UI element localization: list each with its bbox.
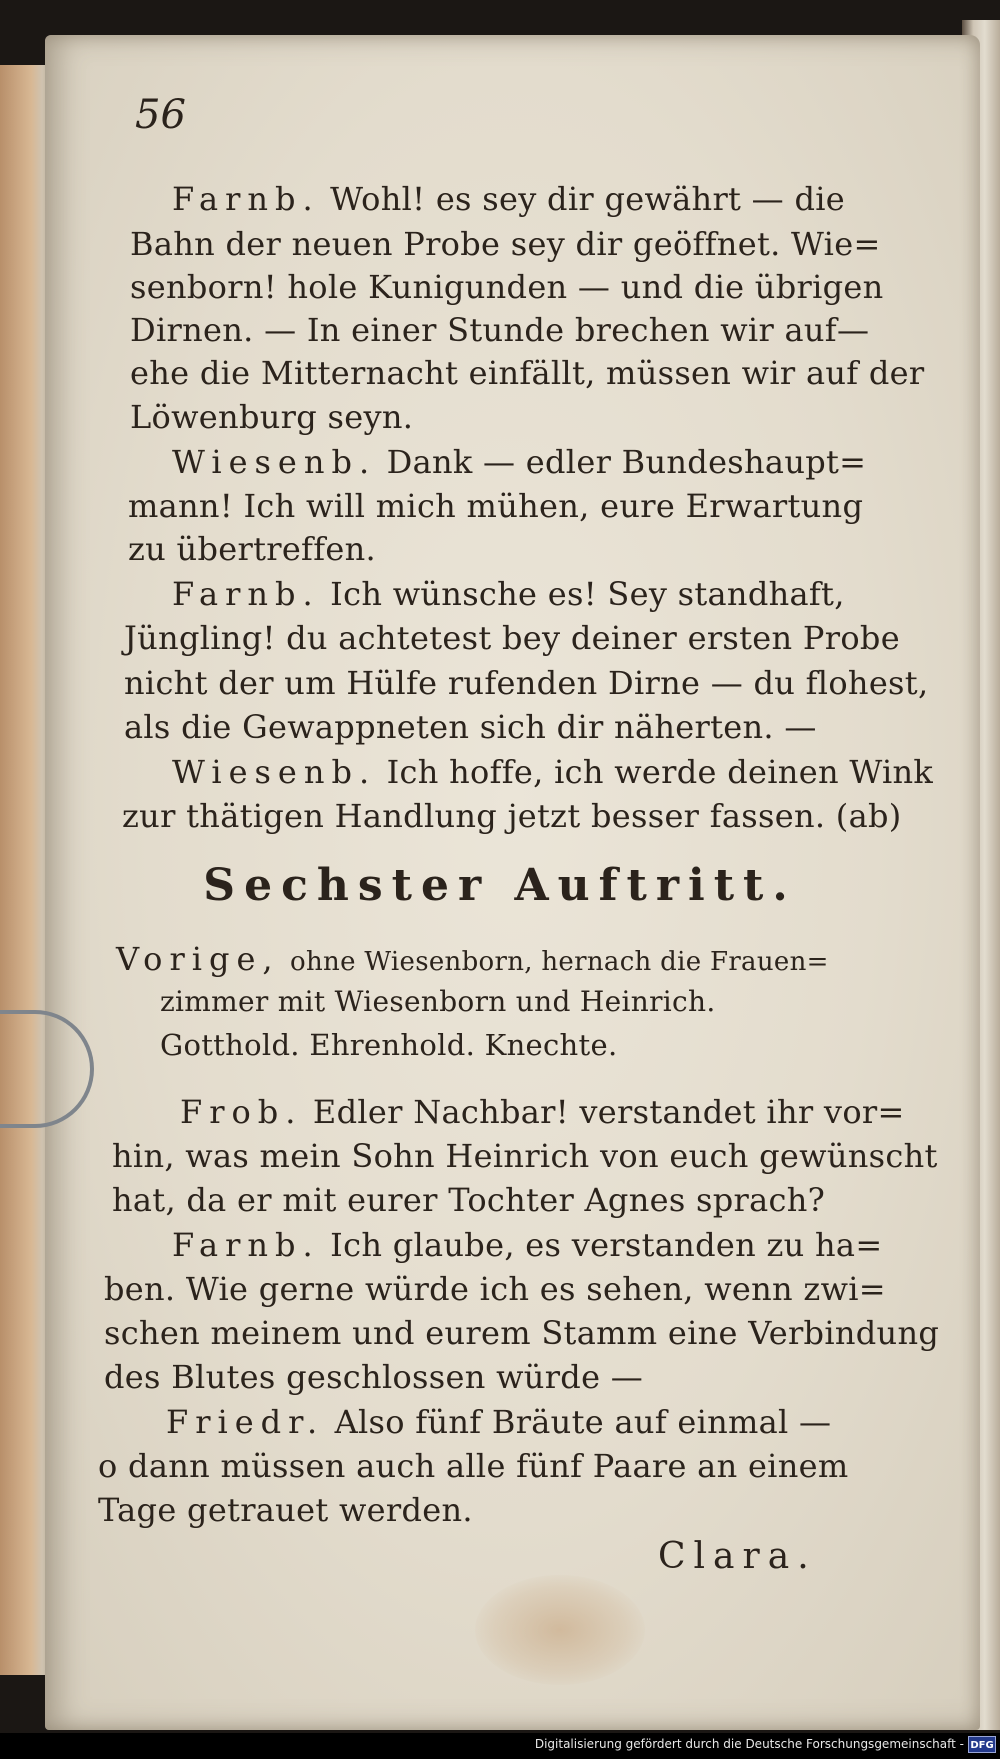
speech-text: Also fünf Bräute auf einmal — (334, 1403, 832, 1441)
text-line: hin, was mein Sohn Heinrich von euch gewünscht (112, 1137, 938, 1175)
text-line: hat, da er mit eurer Tochter Agnes sprach? (112, 1181, 826, 1219)
speech-text: Ich hoffe, ich werde deinen Wink (386, 753, 934, 791)
text-line: mann! Ich will mich mühen, eure Erwartung (128, 487, 864, 525)
text-line: nicht der um Hülfe rufenden Dirne — du flohest, (124, 664, 929, 702)
footer-credit: Digitalisierung gefördert durch die Deutsche Forschungsgemeinschaft - (534, 1737, 964, 1751)
speech-text: Ich glaube, es verstanden zu ha= (330, 1226, 883, 1264)
cast-line (116, 940, 829, 978)
speaker-name: Vorige, (116, 940, 280, 978)
speaker-name: Farnb. (172, 1226, 320, 1264)
text-line: als die Gewappneten sich dir näherten. — (124, 708, 817, 746)
text-line: zur thätigen Handlung jetzt besser fassen. (ab) (122, 797, 902, 835)
text-line: schen meinem und eurem Stamm eine Verbindung (104, 1314, 940, 1352)
text-line (172, 180, 845, 218)
speech-text: Edler Nachbar! verstandet ihr vor= (312, 1093, 905, 1131)
catchword: Clara. (658, 1536, 817, 1577)
text-line (172, 1226, 882, 1264)
text-line: zu übertreffen. (128, 530, 376, 568)
text-line: senborn! hole Kunigunden — und die übrigen (130, 268, 884, 306)
text-line: Löwenburg seyn. (130, 398, 414, 436)
speech-text: Dank — edler Bundeshaupt= (386, 443, 867, 481)
speaker-name: Frob. (180, 1093, 303, 1131)
speech-text: Wohl! es sey dir gewährt — die (330, 180, 845, 218)
footer-bar (0, 1733, 1000, 1759)
text-line (166, 1403, 831, 1441)
cast-line: Gotthold. Ehrenhold. Knechte. (160, 1028, 618, 1062)
speaker-name: Friedr. (166, 1403, 325, 1441)
speaker-name: Farnb. (172, 180, 320, 218)
text-line: ehe die Mitternacht einfällt, müssen wir auf der (130, 354, 925, 392)
text-line: Jüngling! du achtetest bey deiner ersten Probe (124, 619, 900, 657)
page-number: 56 (135, 92, 186, 138)
speaker-name: Wiesenb. (172, 753, 377, 791)
text-line (180, 1093, 905, 1131)
text-line: o dann müssen auch alle fünf Paare an einem (98, 1447, 849, 1485)
text-line (172, 443, 866, 481)
cast-line: zimmer mit Wiesenborn und Heinrich. (160, 985, 716, 1018)
text-line (172, 753, 933, 791)
text-line: ben. Wie gerne würde ich es sehen, wenn zwi= (104, 1270, 886, 1308)
dfg-logo-icon: DFG (968, 1736, 996, 1753)
text-line: des Blutes geschlossen würde — (104, 1358, 644, 1396)
speech-text: Ich wünsche es! Sey standhaft, (330, 575, 845, 613)
text-line: Bahn der neuen Probe sey dir geöffnet. Wie= (130, 225, 881, 263)
text-line (172, 575, 845, 613)
speaker-name: Wiesenb. (172, 443, 377, 481)
text-line: Tage getrauet werden. (98, 1491, 473, 1529)
text-line: Dirnen. — In einer Stunde brechen wir auf— (130, 311, 870, 349)
scene-heading: Sechster Auftritt. (203, 860, 797, 911)
speaker-name: Farnb. (172, 575, 320, 613)
cast-text: ohne Wiesenborn, hernach die Frauen= (290, 947, 829, 977)
